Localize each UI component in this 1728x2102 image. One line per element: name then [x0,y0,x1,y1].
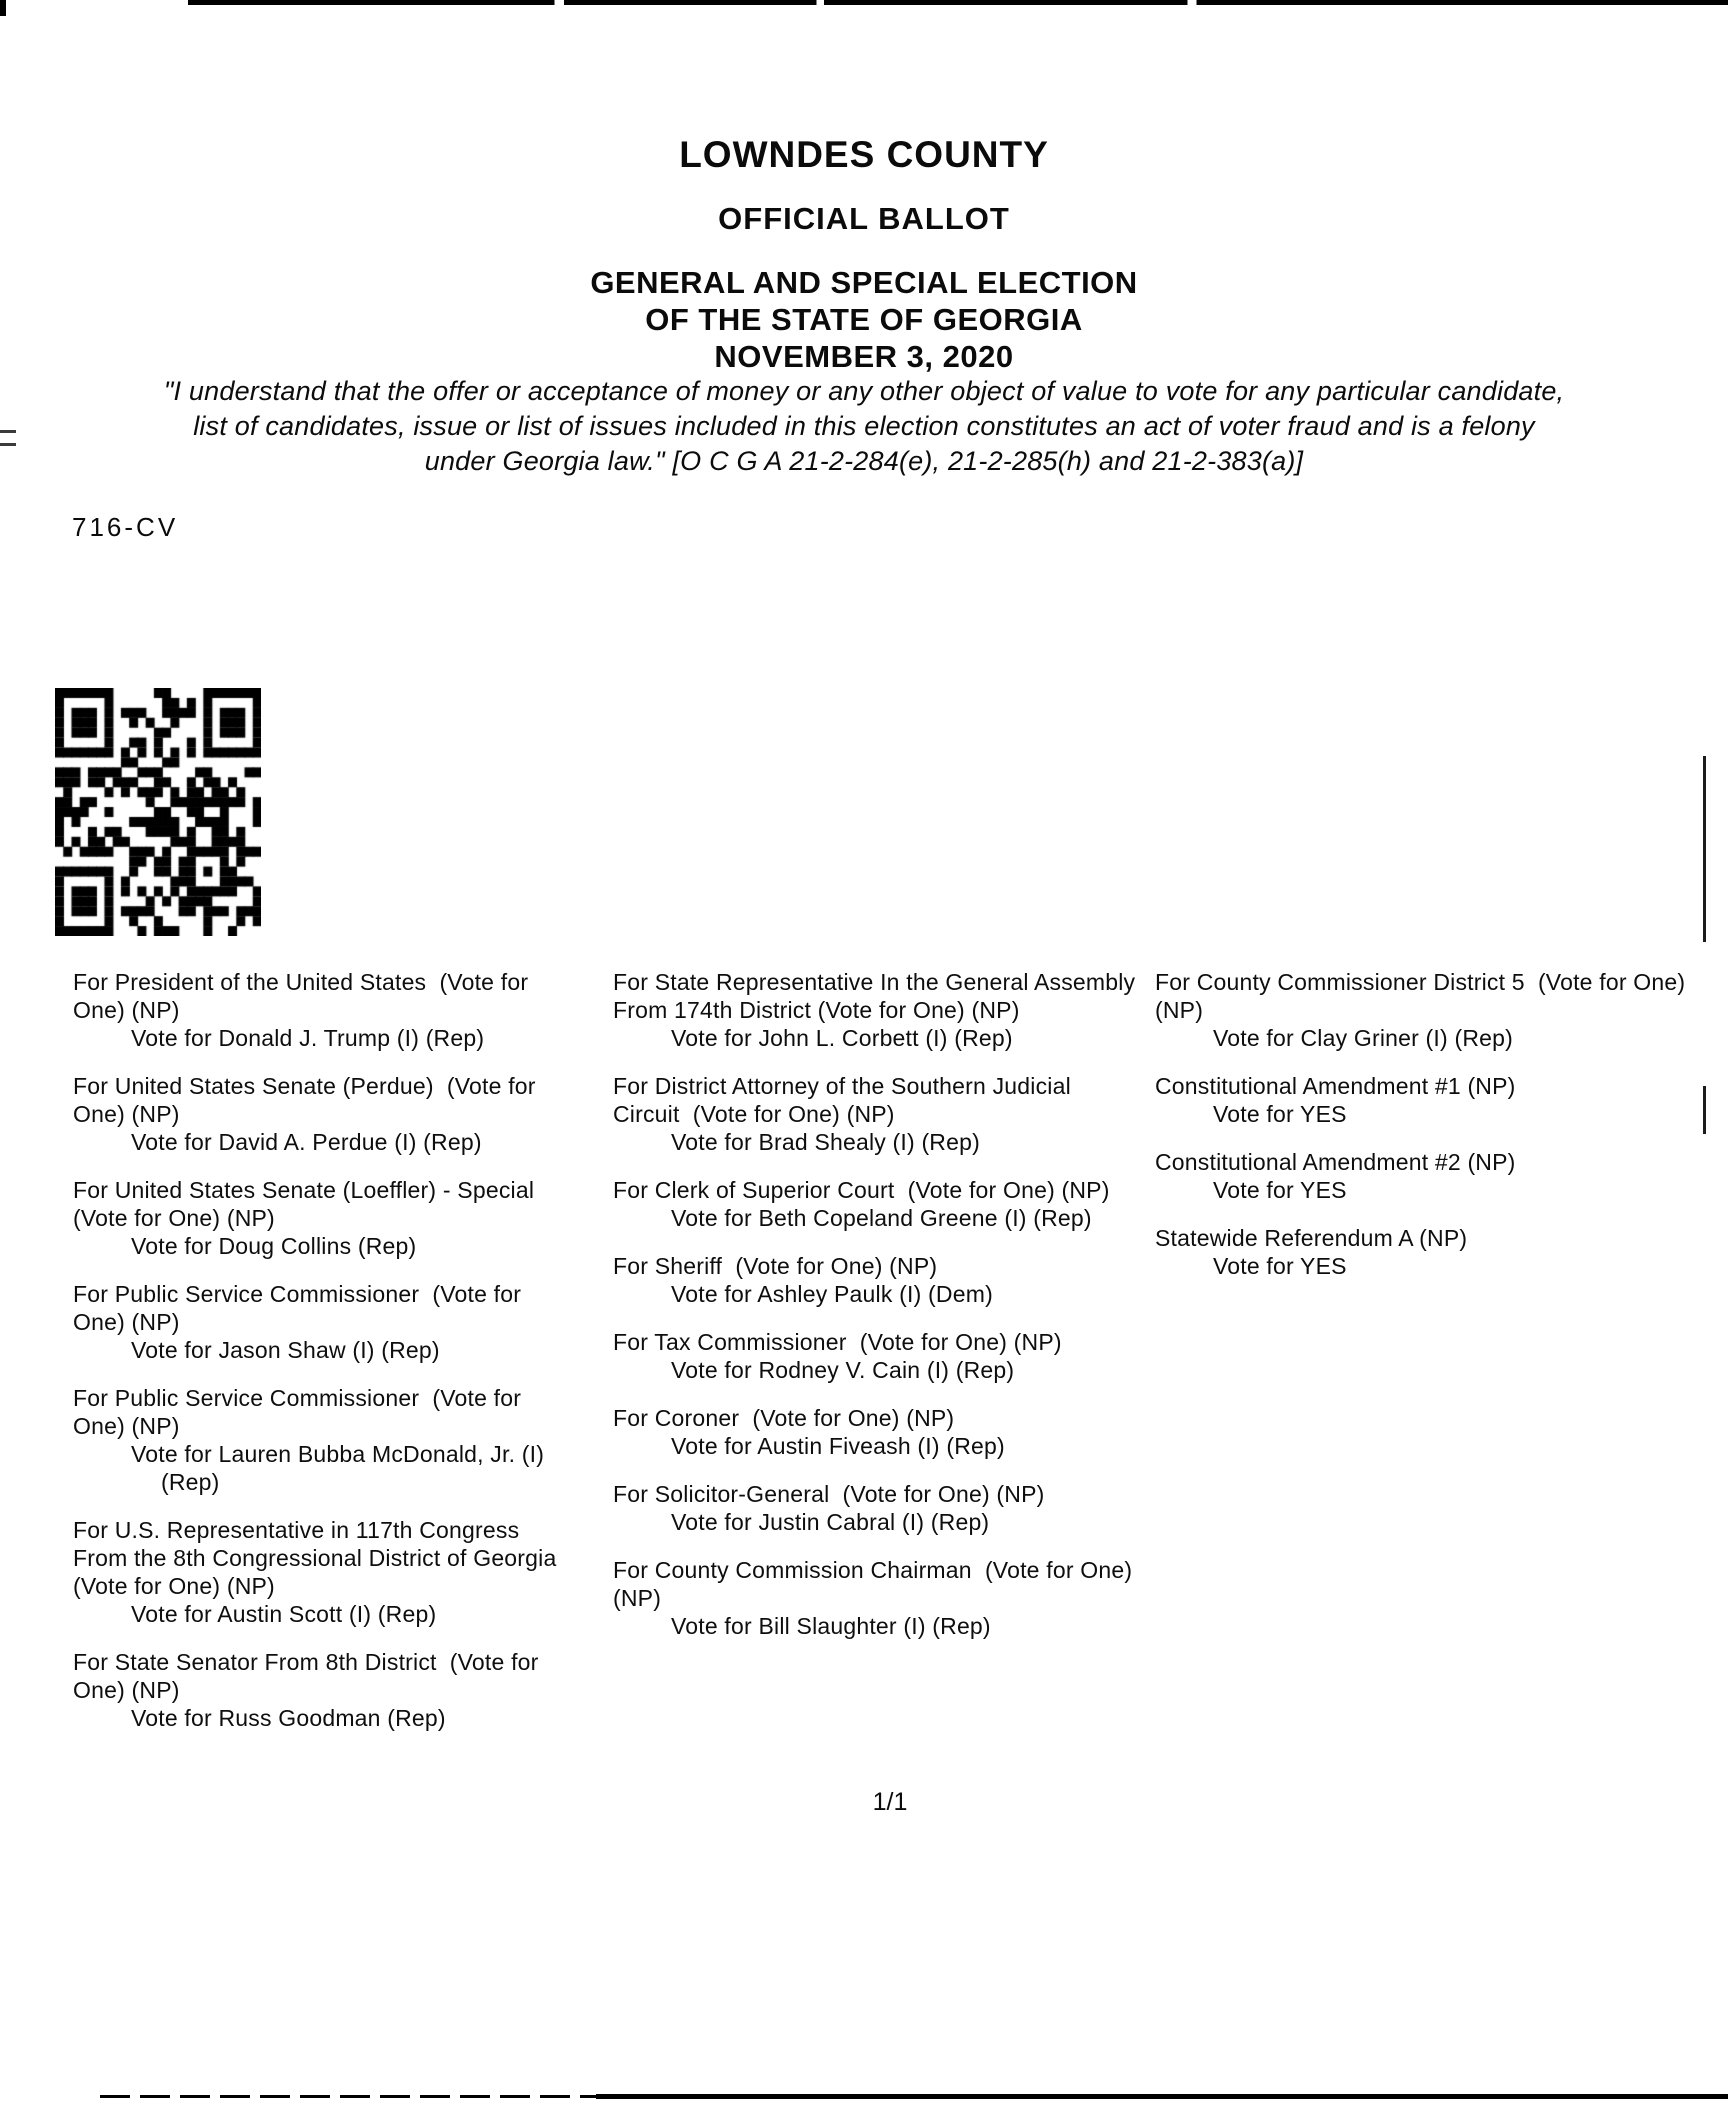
contest-office: For Sheriff (Vote for One) (NP) [613,1253,938,1279]
disclaimer-line: under Georgia law." [O C G A 21-2-284(e), 21-2-285(h) and 21-2-383(a)] [424,446,1304,476]
bottom-scan-rule [596,2094,1728,2099]
contest-selection: Vote for Jason Shaw (I) (Rep) [131,1337,440,1363]
ballot-header [0,0,1728,375]
contest-office: Constitutional Amendment #1 (NP) [1155,1073,1516,1099]
contest-selection: Vote for Clay Griner (I) (Rep) [1213,1025,1513,1051]
bottom-scan-rule-dashed [100,2095,600,2098]
contest [613,1252,1137,1308]
contest-office: Statewide Referendum A (NP) [1155,1225,1468,1251]
contest [73,1280,578,1364]
ballot-column-1 [73,968,578,1752]
ballot-column-2 [613,968,1142,1660]
contest-selection: Vote for Ashley Paulk (I) (Dem) [671,1281,993,1307]
ballot-style-code: 716-CV [72,512,179,542]
contest-office: For U.S. Representative in 117th Congress From the 8th Congressional District of Georgia (Vote for One) (NP) [73,1517,564,1599]
contest-selection: Vote for Doug Collins (Rep) [131,1233,417,1259]
contest [73,1072,578,1156]
contest-selection: Vote for Russ Goodman (Rep) [131,1705,446,1731]
contest [73,1176,578,1260]
election-title [0,264,1728,375]
contest-office: For State Representative In the General Assembly From 174th District (Vote for One) (NP) [613,969,1142,1023]
contest [613,1072,1137,1156]
contest-office: For United States Senate (Loeffler) - Special (Vote for One) (NP) [73,1177,548,1231]
contest-selection: Vote for Lauren Bubba McDonald, Jr. (I) (Rep) [131,1441,551,1495]
election-title-line: OF THE STATE OF GEORGIA [645,302,1083,337]
contest-selection: Vote for John L. Corbett (I) (Rep) [671,1025,1013,1051]
contest-office: For United States Senate (Perdue) (Vote for One) (NP) [73,1073,543,1127]
contest-office: Constitutional Amendment #2 (NP) [1155,1149,1516,1175]
left-registration-tick [0,443,16,446]
contest-selection: Vote for Rodney V. Cain (I) (Rep) [671,1357,1015,1383]
contest [613,1480,1137,1536]
contest-selection: Vote for YES [1213,1177,1347,1203]
contest-office: For County Commissioner District 5 (Vote for One) (NP) [1155,969,1692,1023]
contest-office: For President of the United States (Vote for One) (NP) [73,969,535,1023]
disclaimer-line: list of candidates, issue or list of issues included in this election constitutes an act of voter fraud and is a felony [193,411,1535,441]
contest [613,1176,1137,1232]
contest [73,968,578,1052]
disclaimer-line: "I understand that the offer or acceptance of money or any other object of value to vote for any particular candidate, [163,376,1565,406]
contest-selection: Vote for David A. Perdue (I) (Rep) [131,1129,482,1155]
ballot-column-3 [1155,968,1703,1300]
qr-code-icon [55,688,261,936]
contest-office: For County Commission Chairman (Vote for One) (NP) [613,1557,1139,1611]
contest-office: For State Senator From 8th District (Vote for One) (NP) [73,1649,546,1703]
voter-fraud-disclaimer [28,374,1700,479]
contest-selection: Vote for Brad Shealy (I) (Rep) [671,1129,980,1155]
contest [1155,1072,1703,1128]
contest-selection: Vote for Austin Scott (I) (Rep) [131,1601,437,1627]
contest [613,1556,1137,1640]
contest-office: For Coroner (Vote for One) (NP) [613,1405,955,1431]
contest-office: For Clerk of Superior Court (Vote for One) (NP) [613,1177,1110,1203]
contest-selection: Vote for YES [1213,1253,1347,1279]
contest [1155,1224,1703,1280]
contest-office: For District Attorney of the Southern Judicial Circuit (Vote for One) (NP) [613,1073,1078,1127]
right-scan-rule [1703,1086,1706,1134]
contest-office: For Public Service Commissioner (Vote for One) (NP) [73,1385,528,1439]
contest [73,1384,578,1496]
contest-selection: Vote for Justin Cabral (I) (Rep) [671,1509,990,1535]
contest-selection: Vote for Donald J. Trump (I) (Rep) [131,1025,485,1051]
contest-selection: Vote for Bill Slaughter (I) (Rep) [671,1613,991,1639]
left-registration-tick [0,430,16,433]
contest-selection: Vote for Austin Fiveash (I) (Rep) [671,1433,1005,1459]
right-scan-rule [1703,756,1706,942]
contest-office: For Public Service Commissioner (Vote for One) (NP) [73,1281,528,1335]
contest [73,1516,578,1628]
page-number: 1/1 [872,1788,908,1816]
election-title-line: GENERAL AND SPECIAL ELECTION [590,265,1138,300]
contest-selection: Vote for Beth Copeland Greene (I) (Rep) [671,1205,1092,1231]
contest [613,1404,1137,1460]
contest [613,968,1142,1052]
election-title-line: NOVEMBER 3, 2020 [714,339,1014,374]
contest [1155,1148,1703,1204]
contest-selection: Vote for YES [1213,1101,1347,1127]
contest-office: For Tax Commissioner (Vote for One) (NP) [613,1329,1062,1355]
ballot-type-title: OFFICIAL BALLOT [718,201,1010,236]
contest-office: For Solicitor-General (Vote for One) (NP) [613,1481,1045,1507]
contest [1155,968,1703,1052]
county-title: LOWNDES COUNTY [679,134,1049,175]
contest [613,1328,1137,1384]
contest [73,1648,578,1732]
